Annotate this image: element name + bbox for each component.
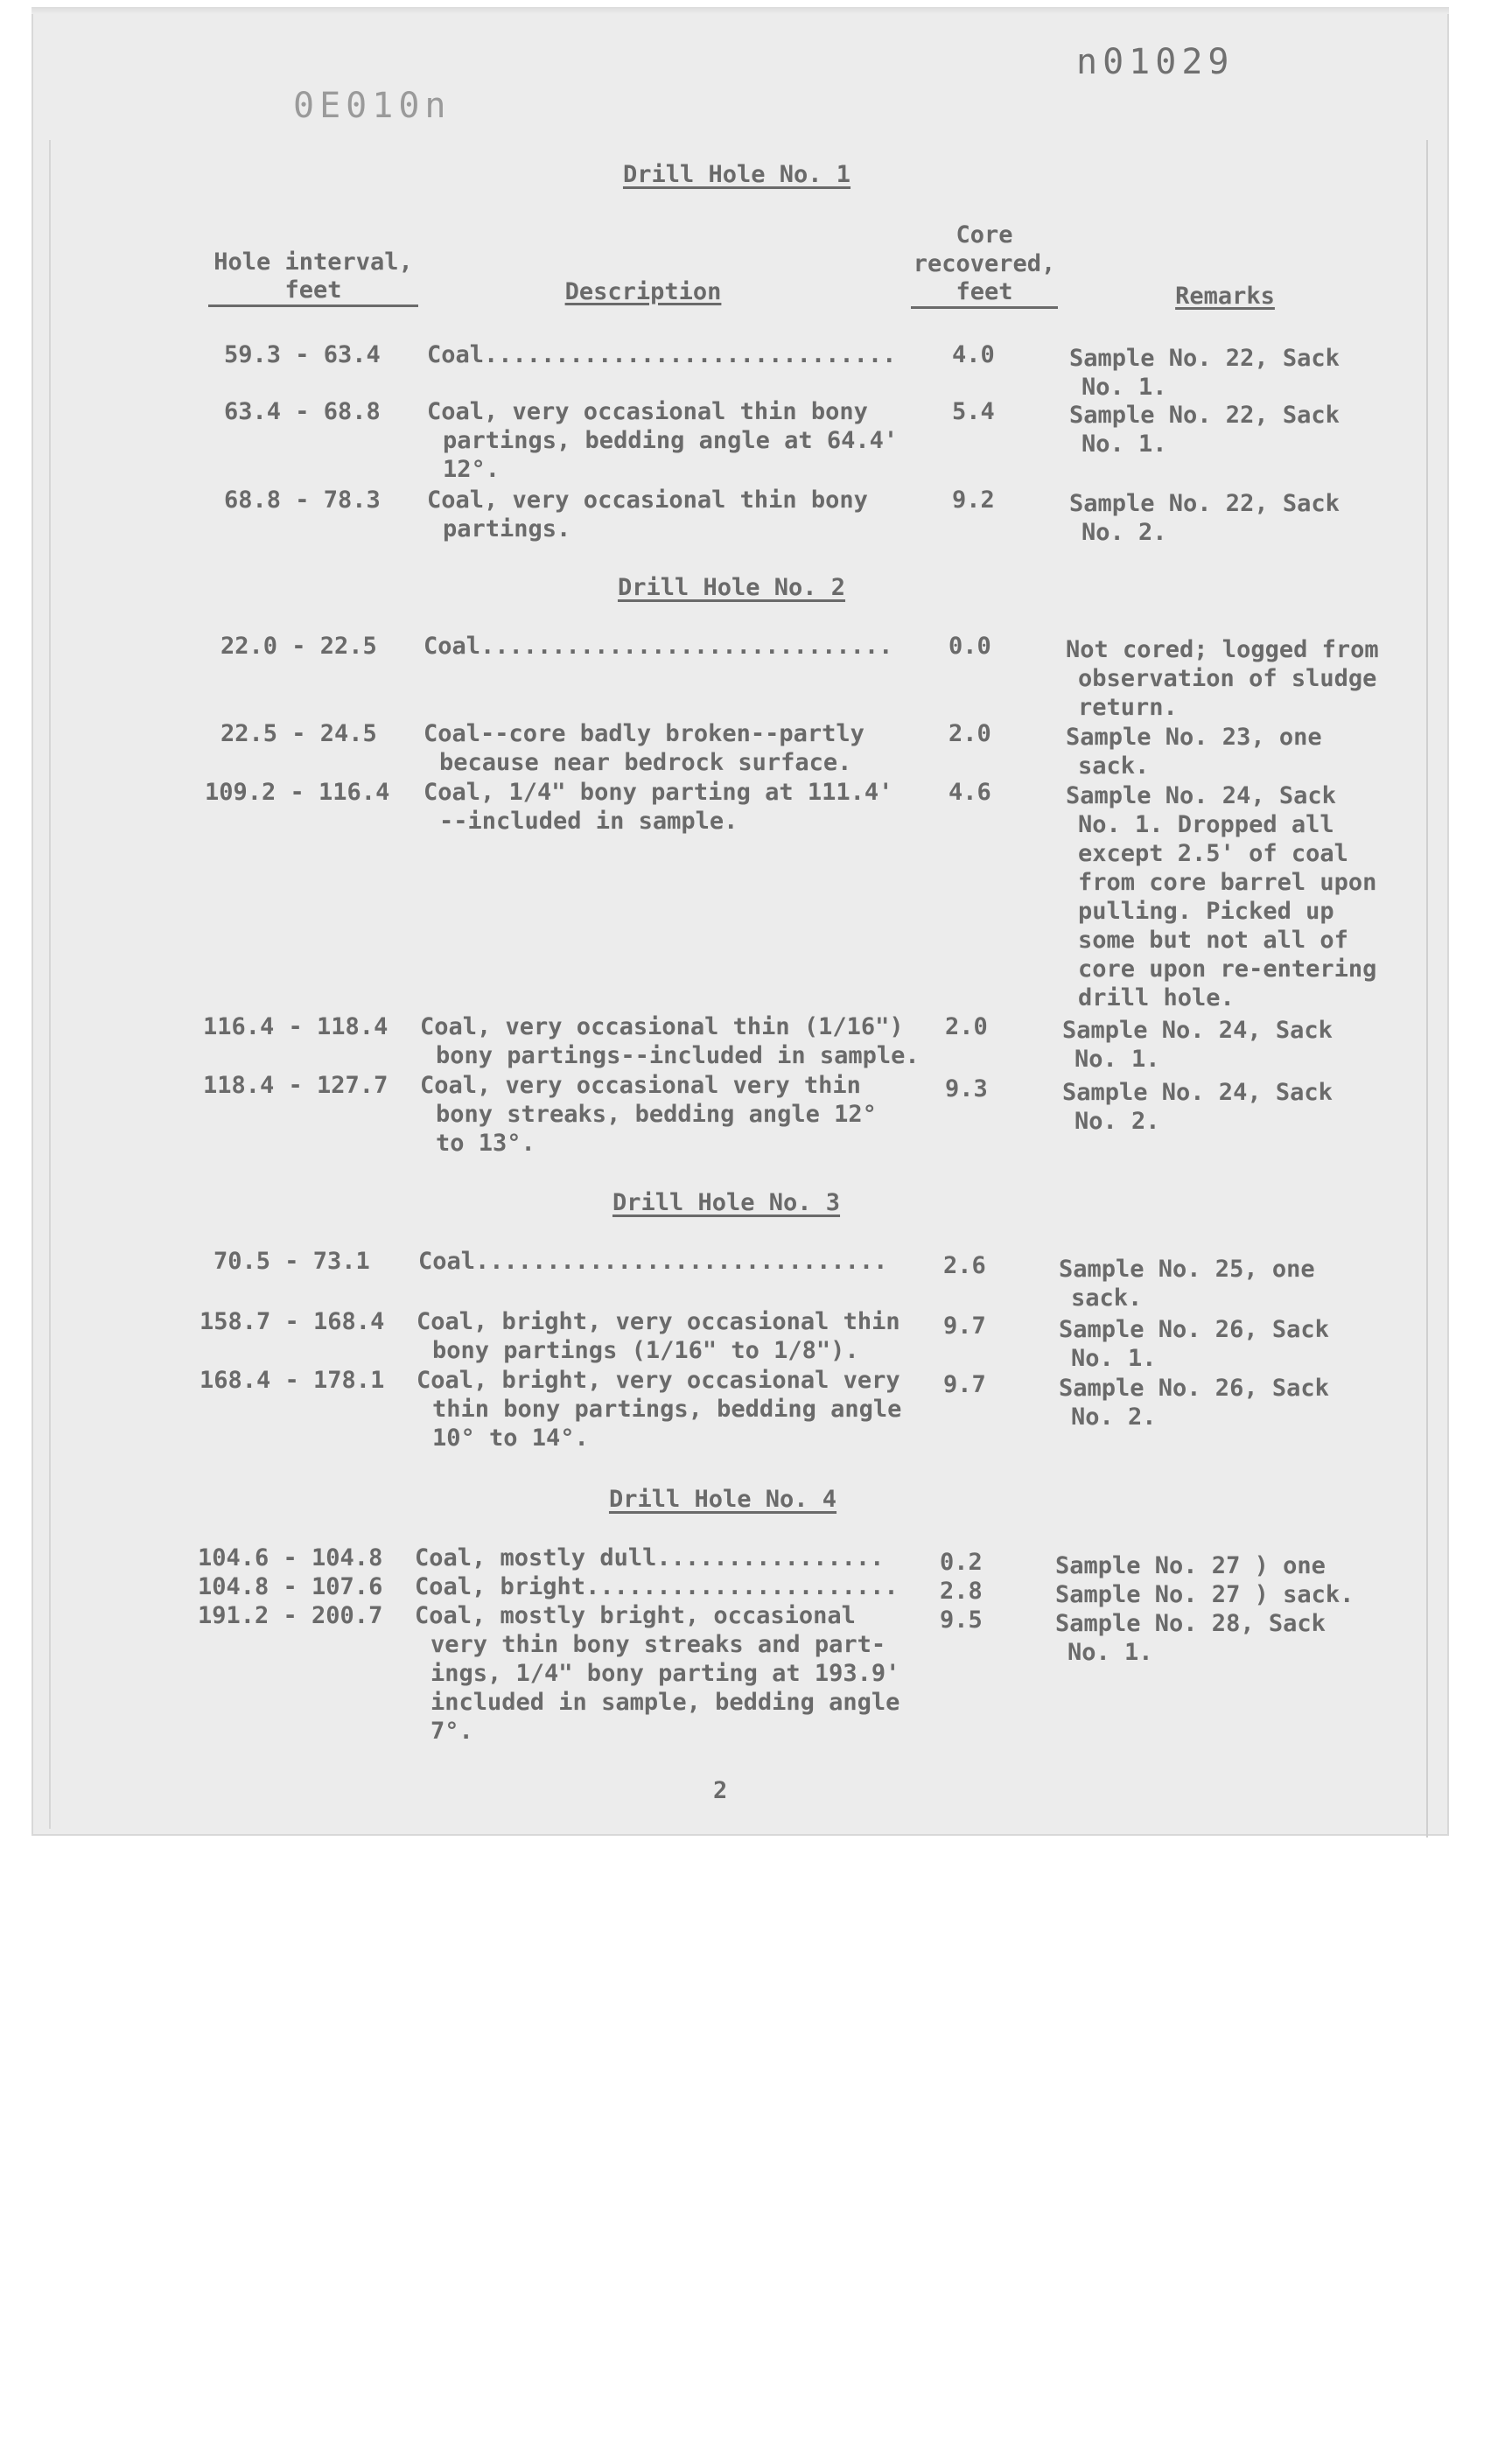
description [424, 632, 948, 661]
remarks [1059, 1315, 1400, 1373]
description-header: Description [564, 278, 722, 305]
remarks-line: Sample No. 22, Sack [1069, 345, 1340, 372]
hole-interval: 168.4 - 178.1 [200, 1367, 385, 1394]
description [424, 778, 948, 836]
description-line: because near bedrock surface. [439, 749, 852, 776]
description-line: included in sample, bedding angle [430, 1689, 900, 1716]
core-recovered: 9.2 [952, 486, 995, 514]
remarks-line: No. 2. [1071, 1404, 1157, 1431]
remarks [1066, 635, 1424, 722]
remarks-line: observation of sludge [1078, 665, 1377, 692]
description-line: Coal............................. [424, 633, 893, 660]
remarks [1055, 1580, 1396, 1609]
description-line: Coal, very occasional thin (1/16") [420, 1013, 904, 1040]
remarks-line: except 2.5' of coal [1078, 840, 1348, 867]
remarks-line: Sample No. 24, Sack [1062, 1017, 1333, 1044]
remarks-line: pulling. Picked up [1078, 898, 1334, 925]
remarks-line: Sample No. 23, one [1066, 724, 1322, 751]
remarks [1059, 1374, 1400, 1432]
remarks [1069, 344, 1410, 402]
description [420, 1071, 945, 1158]
description-line: Coal--core badly broken--partly [424, 720, 864, 747]
remarks [1062, 1016, 1404, 1074]
hole-interval: 22.0 - 22.5 [220, 633, 377, 660]
description-line: to 13°. [436, 1130, 536, 1157]
column-header-description [542, 277, 744, 306]
remarks [1059, 1255, 1400, 1312]
remarks-line: No. 1. [1082, 430, 1167, 458]
core-recovered: 4.6 [948, 779, 991, 806]
remarks [1066, 723, 1407, 780]
core-recovered: 5.4 [952, 398, 995, 425]
description [415, 1544, 940, 1572]
remarks-line: from core barrel upon [1078, 869, 1377, 896]
description-line: Coal, very occasional very thin [420, 1072, 861, 1099]
description-line: Coal, bright, very occasional thin [416, 1308, 900, 1335]
remarks [1055, 1551, 1396, 1580]
description-line: Coal, mostly bright, occasional [415, 1602, 856, 1629]
description-line: thin bony partings, bedding angle [432, 1396, 902, 1423]
core-recovered: 2.0 [948, 720, 991, 747]
description-line: Coal, 1/4" bony parting at 111.4' [424, 779, 893, 806]
description-line: Coal, mostly dull................ [415, 1544, 885, 1572]
column-header-core [906, 220, 1063, 309]
interval-header-line1: Hole interval, [214, 248, 413, 276]
description [418, 1247, 943, 1276]
description-line: 12°. [443, 456, 500, 483]
remarks-line: Sample No. 28, Sack [1055, 1610, 1326, 1637]
remarks-line: core upon re-entering [1078, 956, 1377, 983]
description-line: partings, bedding angle at 64.4' [443, 427, 899, 454]
description-line: Coal............................. [418, 1248, 888, 1275]
core-recovered: 4.0 [952, 341, 995, 368]
remarks-line: Sample No. 26, Sack [1059, 1375, 1329, 1402]
column-header-remarks [1146, 282, 1304, 311]
core-header-line1: Core [956, 221, 1013, 248]
remarks-line: drill hole. [1078, 984, 1235, 1012]
core-header-line3: feet [956, 278, 1013, 305]
description [427, 486, 952, 543]
description-line: Coal, bright...................... [415, 1573, 899, 1600]
drill-hole-2-title: Drill Hole No. 2 [617, 574, 846, 601]
description-line: Coal, bright, very occasional very [416, 1367, 900, 1394]
hole-interval: 63.4 - 68.8 [224, 398, 381, 425]
description [415, 1601, 940, 1746]
stamp-number-left: 0E010n [293, 86, 452, 126]
description-line: --included in sample. [439, 808, 738, 835]
hole-interval: 104.8 - 107.6 [198, 1573, 383, 1600]
drill-hole-4-title: Drill Hole No. 4 [608, 1486, 837, 1513]
remarks [1069, 489, 1410, 547]
core-recovered: 9.3 [945, 1075, 988, 1102]
description [427, 397, 952, 484]
remarks-line: Sample No. 22, Sack [1069, 402, 1340, 429]
description-line: ings, 1/4" bony parting at 193.9' [430, 1660, 900, 1687]
hole-interval: 109.2 - 116.4 [205, 779, 390, 806]
remarks-line: No. 1. [1082, 374, 1167, 401]
core-recovered: 2.8 [940, 1578, 983, 1605]
core-recovered: 2.6 [943, 1252, 986, 1279]
description [416, 1307, 959, 1365]
hole-interval: 116.4 - 118.4 [203, 1013, 388, 1040]
remarks-line: Sample No. 27 ) sack. [1055, 1581, 1354, 1608]
remarks-line: Sample No. 24, Sack [1066, 782, 1336, 809]
remarks-line: Sample No. 22, Sack [1069, 490, 1340, 517]
core-recovered: 9.7 [943, 1371, 986, 1398]
description-line: bony partings--included in sample. [436, 1042, 920, 1069]
description [427, 340, 952, 369]
core-recovered: 9.5 [940, 1606, 983, 1634]
interval-header-line2: feet [284, 276, 342, 304]
core-recovered: 0.0 [948, 633, 991, 660]
remarks [1066, 781, 1424, 1012]
page-number: 2 [713, 1777, 728, 1804]
description-line: bony streaks, bedding angle 12° [436, 1101, 877, 1128]
remarks [1069, 401, 1410, 458]
stamp-number-right: n01029 [1076, 42, 1235, 82]
description-line: very thin bony streaks and part- [430, 1631, 886, 1658]
description-line: 10° to 14°. [432, 1424, 589, 1452]
description-line: partings. [443, 515, 571, 542]
description-line: Coal, very occasional thin bony [427, 398, 868, 425]
hole-interval: 104.6 - 104.8 [198, 1544, 383, 1572]
description-line: bony partings (1/16" to 1/8"). [432, 1337, 859, 1364]
drill-hole-3-title: Drill Hole No. 3 [612, 1189, 841, 1216]
description [420, 1012, 962, 1070]
remarks-line: Sample No. 26, Sack [1059, 1316, 1329, 1343]
remarks-line: No. 1. [1071, 1345, 1157, 1372]
description [416, 1366, 959, 1452]
hole-interval: 68.8 - 78.3 [224, 486, 381, 514]
remarks-line: No. 2. [1074, 1108, 1160, 1135]
hole-interval: 22.5 - 24.5 [220, 720, 377, 747]
remarks-line: No. 1. [1074, 1046, 1160, 1073]
remarks-line: No. 2. [1082, 519, 1167, 546]
hole-interval: 118.4 - 127.7 [203, 1072, 388, 1099]
hole-interval: 191.2 - 200.7 [198, 1602, 383, 1629]
description [415, 1572, 940, 1601]
description [424, 719, 948, 777]
remarks-line: Sample No. 24, Sack [1062, 1079, 1333, 1106]
drill-hole-1-title: Drill Hole No. 1 [622, 161, 851, 188]
column-header-interval [208, 248, 418, 307]
remarks-line: Not cored; logged from [1066, 636, 1379, 663]
core-recovered: 2.0 [945, 1013, 988, 1040]
remarks-line: return. [1078, 694, 1178, 721]
description-line: Coal, very occasional thin bony [427, 486, 868, 514]
remarks-header: Remarks [1175, 283, 1275, 310]
remarks-line: some but not all of [1078, 927, 1348, 954]
hole-interval: 59.3 - 63.4 [224, 341, 381, 368]
remarks [1062, 1078, 1404, 1136]
core-recovered: 9.7 [943, 1312, 986, 1340]
hole-interval: 70.5 - 73.1 [214, 1248, 370, 1275]
core-header-line2: recovered, [913, 250, 1056, 277]
remarks-line: Sample No. 25, one [1059, 1256, 1315, 1283]
remarks-line: sack. [1071, 1284, 1143, 1312]
remarks-line: Sample No. 27 ) one [1055, 1552, 1326, 1579]
core-recovered: 0.2 [940, 1549, 983, 1576]
remarks-line: No. 1. Dropped all [1078, 811, 1334, 838]
description-line: Coal............................. [427, 341, 897, 368]
remarks-line: sack. [1078, 752, 1150, 780]
hole-interval: 158.7 - 168.4 [200, 1308, 385, 1335]
description-line: 7°. [430, 1718, 473, 1745]
remarks-line: No. 1. [1068, 1639, 1153, 1666]
remarks [1055, 1609, 1396, 1667]
